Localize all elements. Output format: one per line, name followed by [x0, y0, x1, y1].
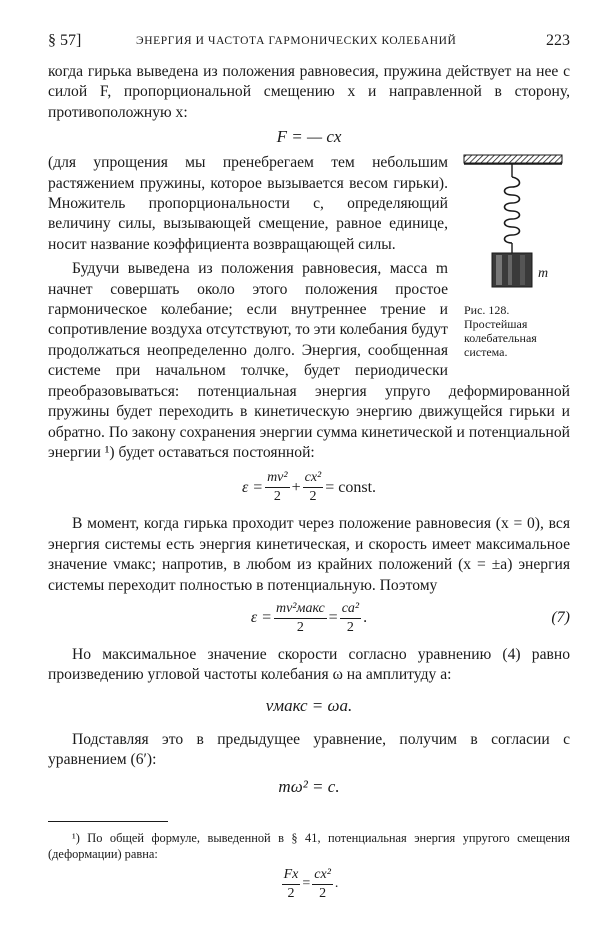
footnote-divider: [48, 821, 168, 822]
section-ref: § 57]: [48, 32, 82, 49]
figure-caption: Рис. 128. Простейшая колебательная система.: [464, 303, 537, 360]
paragraph-4: В момент, когда гирька проходит через положение равновесия (x = 0), вся энергия системы есть энергия кинетическая, и скорость имеет максимальное значение vмакс; напротив, в любом из крайних положений (x = ±a) энергия системы переходит полностью в потенциальную. Поэтому: [48, 515, 570, 594]
running-title: ЭНЕРГИЯ И ЧАСТОТА ГАРМОНИЧЕСКИХ КОЛЕБАНИЙ: [136, 35, 457, 47]
paragraph-3: Будучи выведена из положения равновесия, масса m начнет совершать около этого положения простое гармоническое колебание; если внутреннее трение и сопротивление воздуха отсутствуют, то эти колебания будут продолжаться неопределенно долго. Энергия, сообщенная системе при начальном толчке, будет периодически преобразовываться: потенциальная энергия упруго деформированной пружины будет переходить в кинетическую энергию движущейся гирьки и обратно. По закону сохранения энергии сумма кинетической и потенциальной энергии ¹) будет оставаться постоянной:: [48, 260, 570, 461]
ceiling-support: [464, 155, 562, 163]
equation-energy: ε = $\frac{\text{mv²}}{2}$ + $\frac{\text{cx²}}{2}$ = const.: [241, 470, 377, 505]
footnote-equation: $\frac{Fx}{2}$ = $\frac{\text{cx²}}{2}$ .: [283, 866, 339, 901]
paragraph-6: Подставляя это в предыдущее уравнение, получим в согласии с уравнением (6′):: [48, 730, 570, 769]
footnote-text: ¹) По общей формуле, выведенной в § 41, потенциальная энергия упругого смещения (деформации) равна:: [48, 830, 570, 861]
fraction-kinetic: $\frac{\text{mv²}}{2}$: [267, 470, 288, 505]
running-header: [48, 32, 570, 62]
equation-vmax: vмакс = ωa.: [265, 695, 353, 715]
book-page: [48, 32, 570, 903]
paragraph-1: когда гирька выведена из положения равновесия, пружина действует на нее с силой F, пропорциональной смещению x и направленной в сторону, противоположную x:: [48, 63, 570, 121]
equation-number: (7): [551, 609, 570, 627]
equation-7: ε = $\frac{\text{mv²макс}}{2}$ = $\frac{\text{ca²}}{2}$ . (7): [250, 600, 570, 635]
page-number: 223: [546, 32, 570, 49]
figure-128: [458, 153, 570, 359]
formula-force: F = — cx: [276, 127, 342, 147]
spring-coil: [505, 177, 520, 243]
mass-label: m: [538, 266, 549, 282]
spring-mass-illustration: [462, 153, 566, 303]
paragraph-5: Но максимальное значение скорости согласно уравнению (4) равно произведению угловой частоты колебания ω на амплитуду a:: [48, 645, 570, 684]
equation-omega: mω² = c.: [278, 776, 340, 796]
paragraph-2: (для упрощения мы пренебрегаем тем небольшим растяжением пружины, которое вызывается весом гирьки). Множитель пропорциональности c, определяющий величину силы, вызывающей смещение, равное единице, носит название коэффициента возвращающей силы.: [48, 154, 448, 253]
fraction-potential: $\frac{\text{cx²}}{2}$: [304, 470, 322, 505]
